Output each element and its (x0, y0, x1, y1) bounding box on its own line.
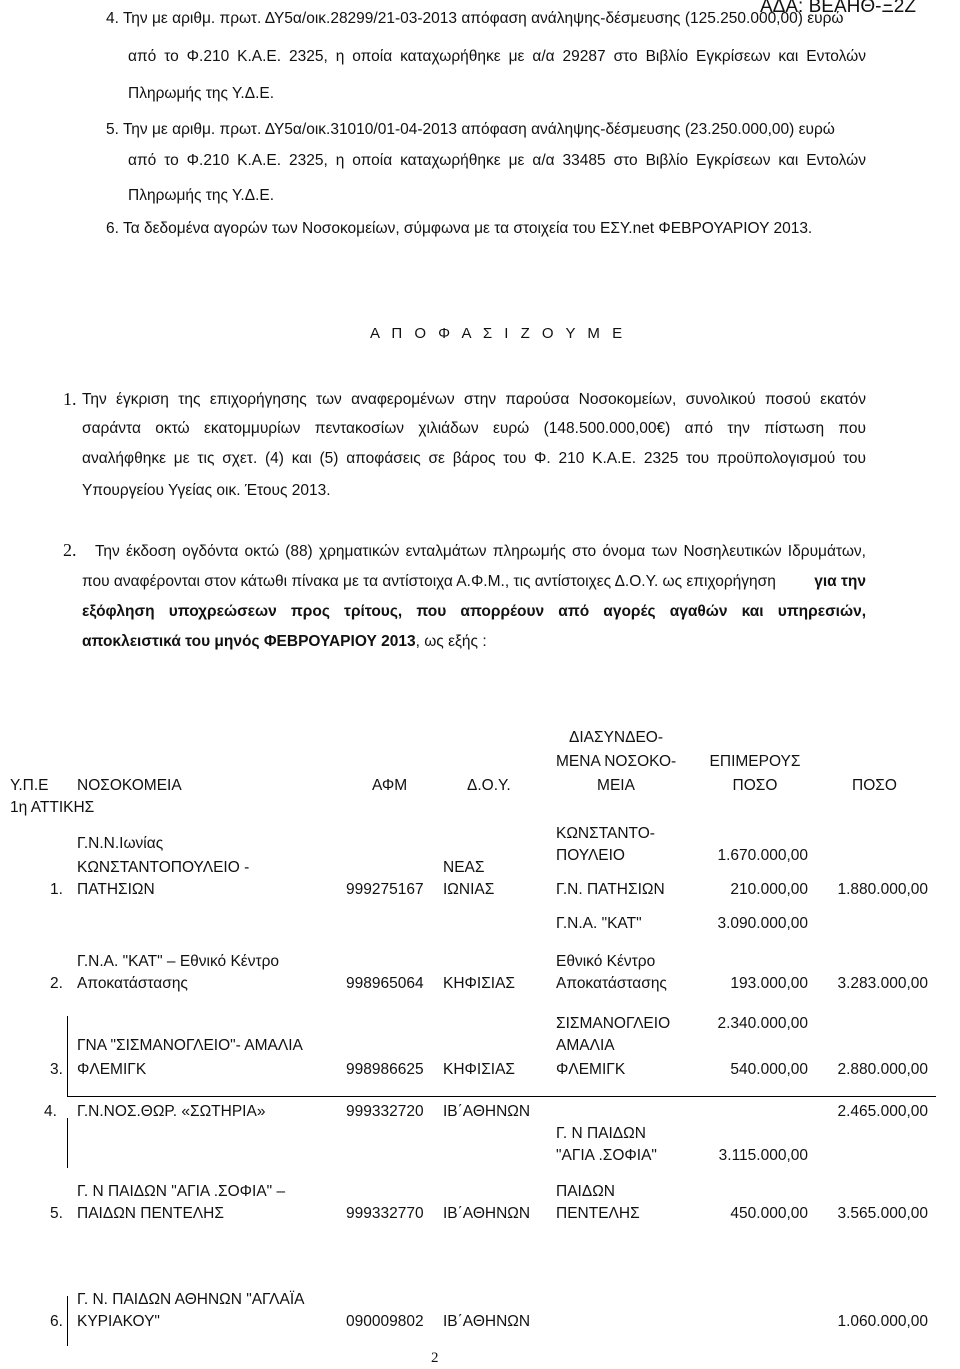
row-doy: ΙΒ΄ΑΘΗΝΩΝ (443, 1205, 531, 1222)
row-sub1-2: "ΑΓΙΑ .ΣΟΦΙΑ" (556, 1147, 657, 1164)
decision-2-line-2 (82, 573, 866, 591)
decision-1-line-1: Την έγκριση της επιχορήγησης των αναφερομένων στην παρούσα Νοσοκομείων, συνολικού ποσού εκατόν (82, 391, 866, 408)
th-linked-2: ΜΕΝΑ ΝΟΣΟΚΟ- (556, 753, 677, 770)
decision-2-line-2-bold: για την (814, 573, 866, 590)
row-sub1: ΣΙΣΜΑΝΟΓΛΕΙΟ (556, 1015, 671, 1032)
row-hospital-1: Γ.Ν.Α. "ΚΑΤ" – Εθνικό Κέντρο (77, 953, 280, 970)
th-amount: ΠΟΣΟ (852, 777, 897, 794)
decision-2-line-2-plain: που αναφέρονται στον κάτωθι πίνακα με τα αντίστοιχα Α.Φ.Μ., τις αντίστοιχες Δ.Ο.Υ. ως επιχορήγηση (82, 573, 776, 590)
row-sub2-amount: 450.000,00 (730, 1205, 808, 1222)
row-number: 1. (50, 881, 63, 898)
row-sub2-amount: 193.000,00 (730, 975, 808, 992)
row-hospital-1: ΓΝΑ "ΣΙΣΜΑΝΟΓΛΕΙΟ"- ΑΜΑΛΙΑ (77, 1037, 303, 1054)
row-sub2-amount: 540.000,00 (730, 1061, 808, 1078)
item-5-line-1: 5. Την με αριθμ. πρωτ. ΔΥ5α/οικ.31010/01-04-2013 απόφαση ανάληψης-δέσμευσης (23.250.000,00) ευρώ (106, 121, 835, 138)
row-sub2-1: ΑΜΑΛΙΑ (556, 1037, 615, 1054)
row-sub1-amount: 2.340.000,00 (717, 1015, 808, 1032)
row-afm: 998965064 (346, 975, 424, 992)
row-sub1-amount: 1.670.000,00 (717, 847, 808, 864)
decision-1-line-4: Υπουργείου Υγείας οικ. Έτους 2013. (82, 482, 331, 499)
region-label: 1η ΑΤΤΙΚΗΣ (10, 799, 95, 816)
row-hospital-3: ΠΑΤΗΣΙΩΝ (77, 881, 155, 898)
row-hospital-1: Γ. Ν. ΠΑΙΔΩΝ ΑΘΗΝΩΝ "ΑΓΛΑΪΑ (77, 1291, 305, 1308)
row-total: 3.565.000,00 (837, 1205, 928, 1222)
row-number: 6. (50, 1313, 63, 1330)
row-afm: 090009802 (346, 1313, 424, 1330)
decision-1-line-2: σαράντα οκτώ εκατομμυρίων πεντακοσίων χιλιάδων ευρώ (148.500.000,00€) από την πίστωση που (82, 420, 866, 437)
row-afm: 998986625 (346, 1061, 424, 1078)
row-number: 3. (50, 1061, 63, 1078)
row-hospital-1: Γ. Ν ΠΑΙΔΩΝ "ΑΓΙΑ .ΣΟΦΙΑ" – (77, 1183, 286, 1200)
row-total: 3.283.000,00 (837, 975, 928, 992)
decision-heading: Α Π Ο Φ Α Σ Ι Ζ Ο Υ Μ Ε (370, 325, 627, 342)
th-linked-1: ΔΙΑΣΥΝΔΕΟ- (568, 729, 664, 746)
row-total: 1.060.000,00 (837, 1313, 928, 1330)
item-5-line-2: από το Φ.210 Κ.Α.Ε. 2325, η οποία καταχωρήθηκε με α/α 33485 στο Βιβλίο Εγκρίσεων και Εντολών (128, 152, 866, 169)
decision-2-line-4-bold: αποκλειστικά του μηνός ΦΕΒΡΟΥΑΡΙΟΥ 2013 (82, 633, 416, 650)
item-4-line-2: από το Φ.210 Κ.Α.Ε. 2325, η οποία καταχωρήθηκε με α/α 29287 στο Βιβλίο Εγκρίσεων και Εντολών (128, 48, 866, 65)
row-sub1-amount: 3.090.000,00 (717, 915, 808, 932)
row-hospital-2: ΚΩΝΣΤΑΝΤΟΠΟΥΛΕΙΟ - (77, 859, 250, 876)
row-number: 4. (44, 1103, 57, 1120)
row-doy: ΙΒ΄ΑΘΗΝΩΝ (443, 1313, 531, 1330)
item-6: 6. Τα δεδομένα αγορών των Νοσοκομείων, σύμφωνα με τα στοιχεία του ΕΣΥ.net ΦΕΒΡΟΥΑΡΙΟΥ 2013. (106, 220, 813, 237)
th-afm: ΑΦΜ (372, 777, 408, 794)
decision-1-line-3: αναλήφθηκε με τις σχετ. (4) και (5) αποφάσεις σε βάρος του Φ. 210 Κ.Α.Ε. 2325 του προϋπολογισμού του (82, 450, 866, 467)
row-hospital-2: ΦΛΕΜΙΓΚ (77, 1061, 147, 1078)
row-sub1-1: Γ. Ν ΠΑΙΔΩΝ (556, 1125, 646, 1142)
row-doy: ΙΒ΄ΑΘΗΝΩΝ (443, 1103, 531, 1120)
th-hospital: ΝΟΣΟΚΟΜΕΙΑ (77, 777, 182, 794)
decision-2-line-4 (82, 633, 487, 651)
row-afm: 999332770 (346, 1205, 424, 1222)
decision-2-line-1: Την έκδοση ογδόντα οκτώ (88) χρηματικών ενταλμάτων πληρωμής στο όνομα των Νοσηλευτικών Ιδρυμάτων, (95, 543, 866, 560)
row-sub2-1: ΠΑΙΔΩΝ (556, 1183, 615, 1200)
row-number: 5. (50, 1205, 63, 1222)
row-doy: ΚΗΦΙΣΙΑΣ (443, 975, 516, 992)
th-ype: Υ.Π.Ε (10, 777, 49, 794)
row-hospital-2: ΚΥΡΙΑΚΟΥ" (77, 1313, 160, 1330)
row-sub2-2: ΠΕΝΤΕΛΗΣ (556, 1205, 640, 1222)
row-sub2-amount: 210.000,00 (730, 881, 808, 898)
row-hospital-2: ΠΑΙΔΩΝ ΠΕΝΤΕΛΗΣ (77, 1205, 224, 1222)
row-total: 1.880.000,00 (837, 881, 928, 898)
row-doy-1: ΝΕΑΣ (443, 859, 485, 876)
ada-code: ΑΔΑ: ΒΕΑΗΘ-Ξ2Ζ (760, 0, 916, 17)
th-partial-2: ΠΟΣΟ (732, 777, 778, 794)
decision-1-number: 1. (63, 389, 77, 409)
row-hospital-1: Γ.Ν.ΝΟΣ.ΘΩΡ. «ΣΩΤΗΡΙΑ» (77, 1103, 266, 1120)
row-sub1: Γ.Ν.Α. "ΚΑΤ" (556, 915, 642, 932)
th-linked-3: ΜΕΙΑ (597, 777, 635, 794)
row-doy-2: ΙΩΝΙΑΣ (443, 881, 495, 898)
decision-2-line-3: εξόφληση υποχρεώσεων προς τρίτους, που απορρέουν από αγορές αγαθών και υπηρεσιών, (82, 603, 866, 620)
row-afm: 999332720 (346, 1103, 424, 1120)
row-sub1-2: ΠΟΥΛΕΙΟ (556, 847, 625, 864)
row-total: 2.465.000,00 (837, 1103, 928, 1120)
item-4-line-1: 4. Την με αριθμ. πρωτ. ΔΥ5α/οικ.28299/21-03-2013 απόφαση ανάληψης-δέσμευσης (125.250.000,00) ευρώ (106, 10, 844, 27)
decision-2-line-4-plain: , ως εξής : (415, 633, 487, 650)
item-5-line-3: Πληρωμής της Υ.Δ.Ε. (128, 187, 275, 204)
row-afm: 999275167 (346, 881, 424, 898)
row-doy: ΚΗΦΙΣΙΑΣ (443, 1061, 516, 1078)
row-hospital-2: Αποκατάστασης (77, 975, 188, 992)
row-number: 2. (50, 975, 63, 992)
th-doy: Δ.Ο.Υ. (467, 777, 511, 794)
decision-2-number: 2. (63, 540, 77, 560)
th-partial-1: ΕΠΙΜΕΡΟΥΣ (709, 753, 801, 770)
page-number: 2 (431, 1350, 439, 1366)
row-sub2: Γ.Ν. ΠΑΤΗΣΙΩΝ (556, 881, 665, 898)
item-4-line-3: Πληρωμής της Υ.Δ.Ε. (128, 85, 275, 102)
row-sub2-1: Εθνικό Κέντρο (556, 953, 656, 970)
row-sub2-2: Αποκατάστασης (556, 975, 667, 992)
row-sub1-1: ΚΩΝΣΤΑΝΤΟ- (556, 825, 655, 842)
row-hospital-1: Γ.Ν.Ν.Ιωνίας (77, 835, 164, 852)
row-sub1-amount: 3.115.000,00 (718, 1147, 808, 1164)
row-sub2-2: ΦΛΕΜΙΓΚ (556, 1061, 626, 1078)
row-total: 2.880.000,00 (837, 1061, 928, 1078)
